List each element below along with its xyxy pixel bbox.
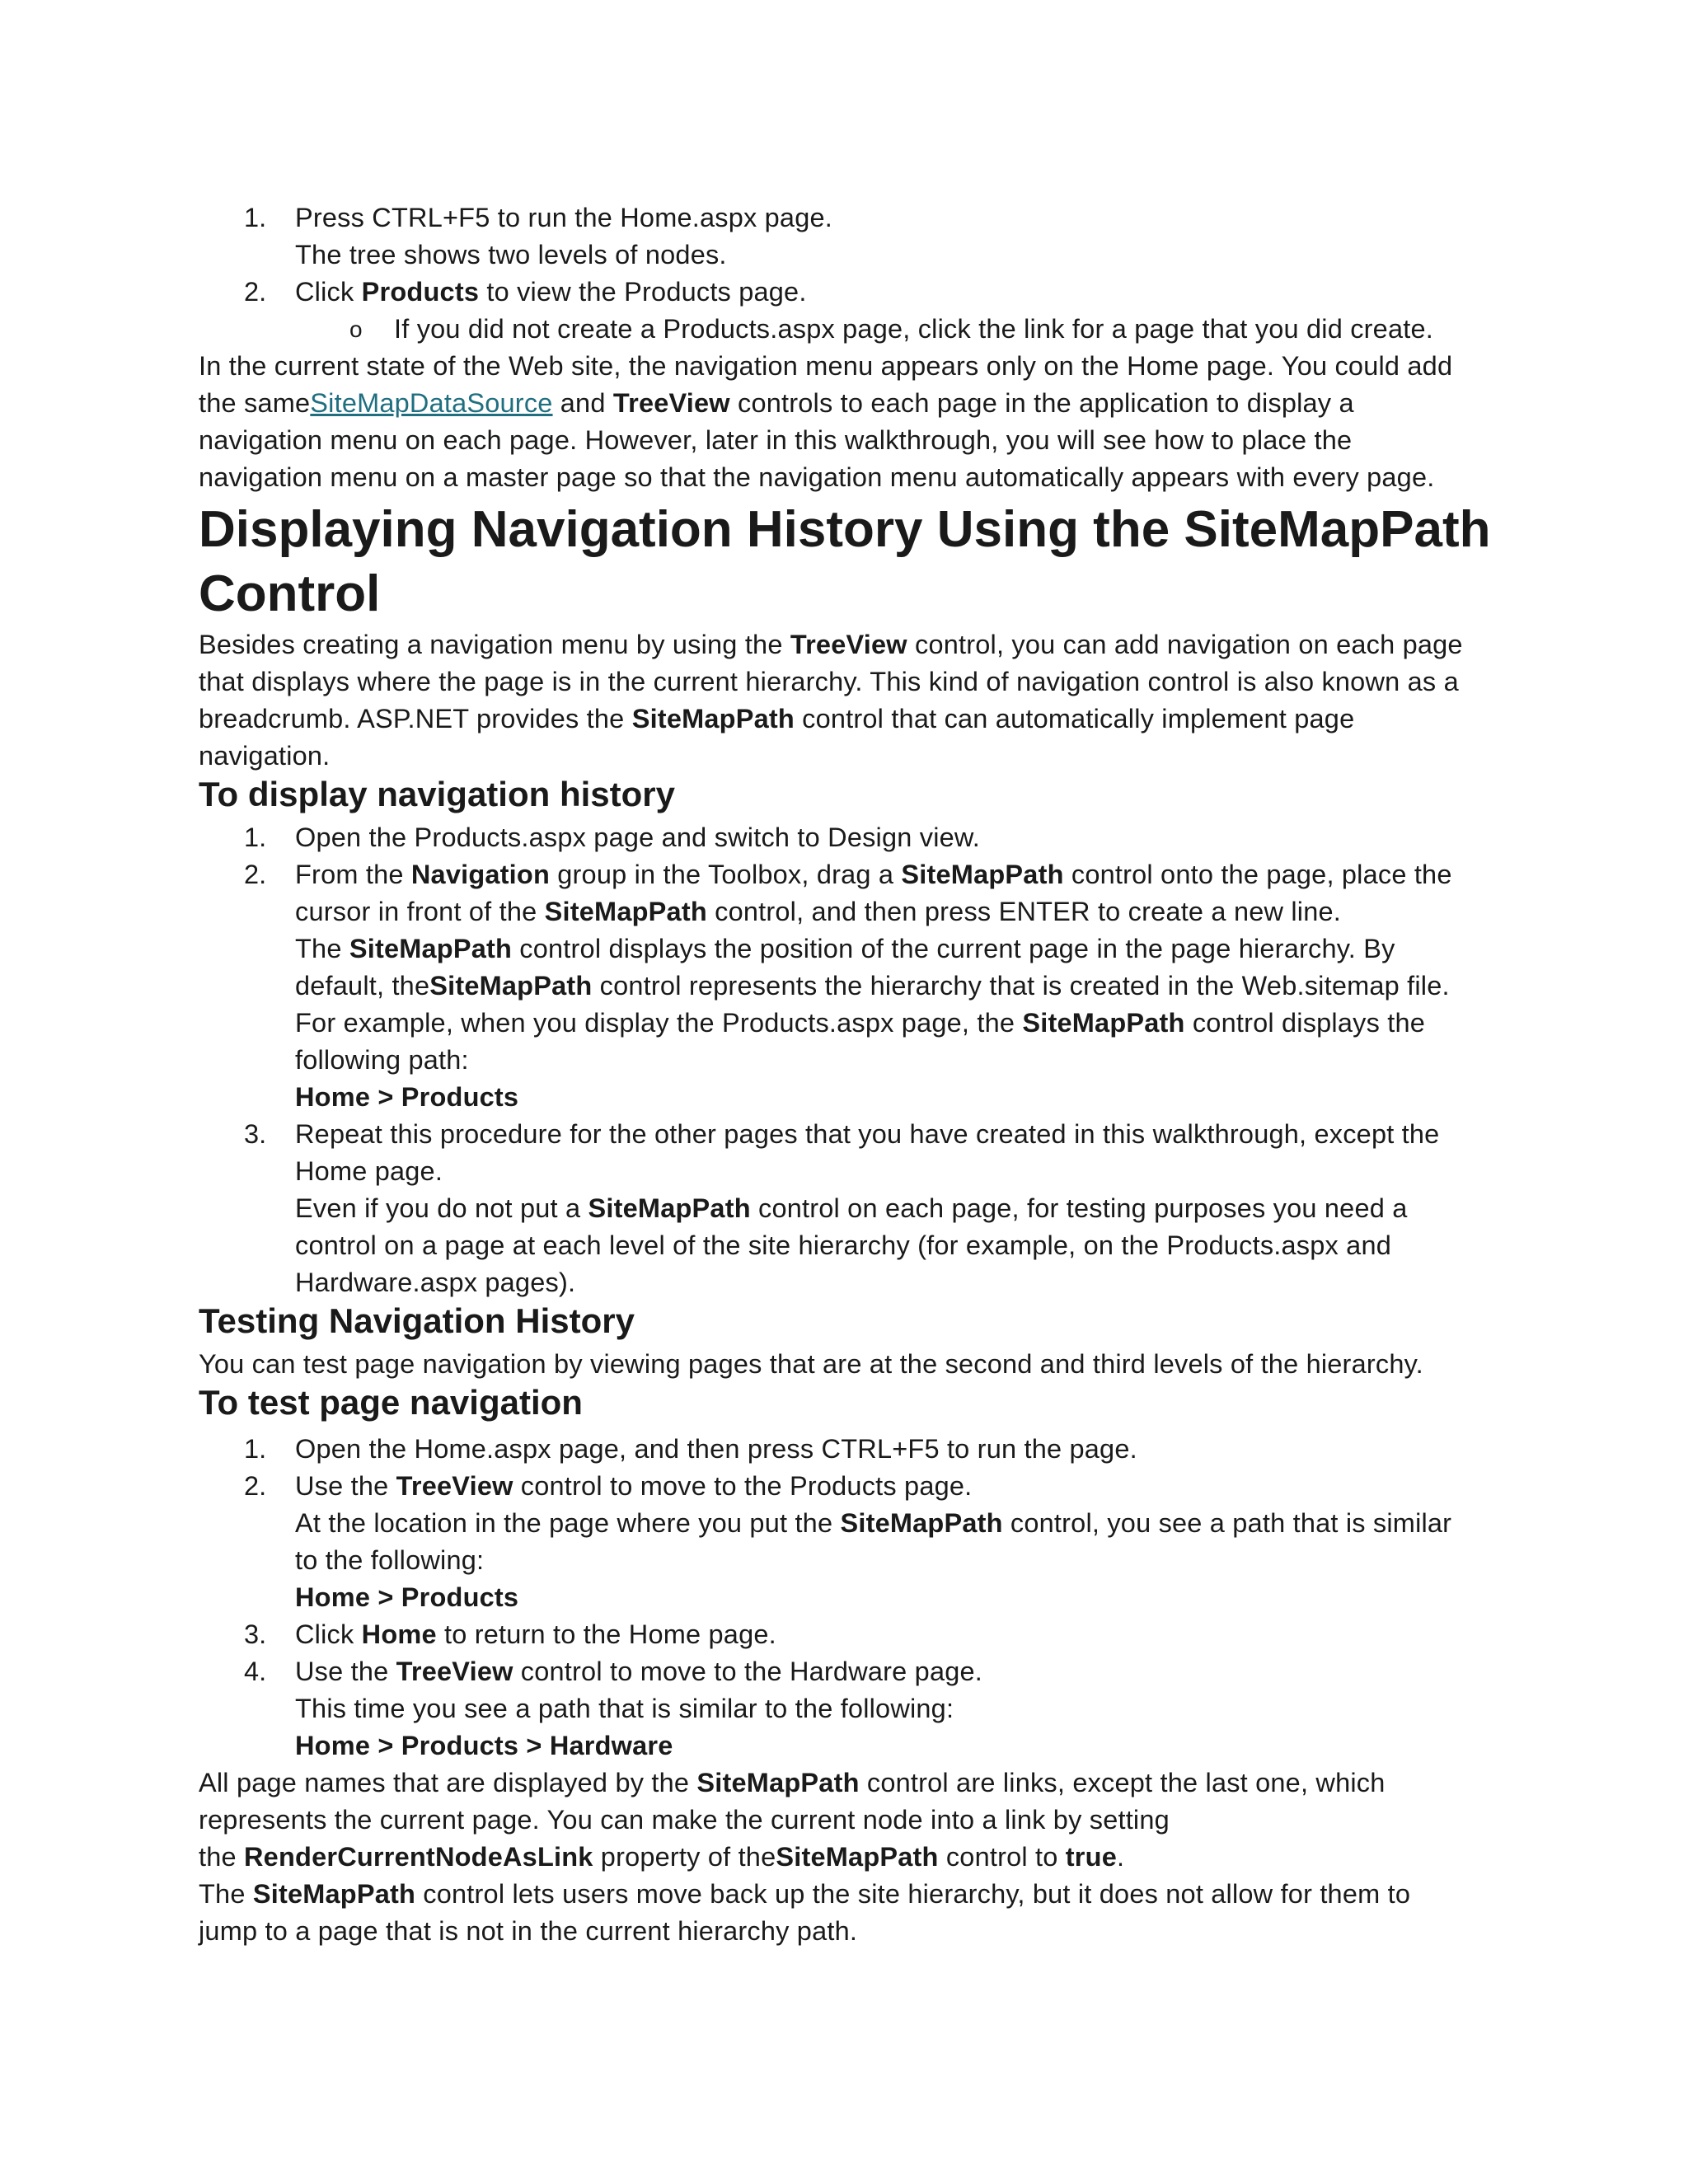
list-item: Click Products to view the Products page. [295,277,807,307]
main-heading-cont: Control [199,565,381,622]
list-item-line: Hardware.aspx pages). [295,1268,576,1297]
breadcrumb-path: Home > Products > Hardware [295,1731,673,1760]
main-heading: Displaying Navigation History Using the SiteMapPath [199,501,1491,558]
sub-list-item: If you did not create a Products.aspx page, click the link for a page that you did create. [394,314,1433,344]
list-item-line: Even if you do not put a SiteMapPath control on each page, for testing purposes you need a [295,1193,1408,1223]
sitemapdatasource-link[interactable]: SiteMapDataSource [310,388,553,418]
paragraph-line: navigation menu on a master page so that the navigation menu automatically appears with every page. [199,462,1435,492]
list-number: 4. [244,1657,267,1686]
paragraph-line: All page names that are displayed by the SiteMapPath control are links, except the last one, which [199,1768,1386,1797]
list-item-line: cursor in front of the SiteMapPath control, and then press ENTER to create a new line. [295,897,1342,926]
list-item: From the Navigation group in the Toolbox, drag a SiteMapPath control onto the page, place the [295,860,1452,889]
list-item: Use the TreeView control to move to the Products page. [295,1471,973,1501]
list-item-note: The tree shows two levels of nodes. [295,240,727,269]
list-item: Use the TreeView control to move to the Hardware page. [295,1657,983,1686]
paragraph-line: navigation menu on each page. However, later in this walkthrough, you will see how to place the [199,425,1353,455]
paragraph-line: The SiteMapPath control lets users move back up the site hierarchy, but it does not allow for them to [199,1879,1411,1909]
list-item-line: At the location in the page where you put the SiteMapPath control, you see a path that is similar [295,1508,1452,1538]
section-heading: To test page navigation [199,1383,583,1422]
list-item-line: to the following: [295,1545,485,1575]
paragraph-line: navigation. [199,741,331,771]
list-number: 1. [244,203,267,232]
list-item-line: default, theSiteMapPath control represents the hierarchy that is created in the Web.sitemap file. [295,971,1450,1001]
breadcrumb-path: Home > Products [295,1082,519,1112]
paragraph-line: In the current state of the Web site, the navigation menu appears only on the Home page. You could add [199,351,1453,381]
list-item: Open the Products.aspx page and switch to Design view. [295,823,980,852]
list-item-line: following path: [295,1045,469,1075]
bullet-marker: o [349,316,363,342]
breadcrumb-path: Home > Products [295,1582,519,1612]
list-item-line: This time you see a path that is similar to the following: [295,1694,954,1723]
list-item: Open the Home.aspx page, and then press CTRL+F5 to run the page. [295,1434,1137,1464]
paragraph-line: that displays where the page is in the current hierarchy. This kind of navigation control is also known as a [199,667,1459,696]
list-item-line: control on a page at each level of the site hierarchy (for example, on the Products.aspx and [295,1230,1391,1260]
list-number: 3. [244,1619,267,1649]
section-heading: Testing Navigation History [199,1301,635,1340]
paragraph-line: represents the current page. You can make the current node into a link by setting [199,1805,1170,1835]
list-item-line: The SiteMapPath control displays the position of the current page in the page hierarchy. By [295,934,1395,963]
list-item-line: Home page. [295,1156,443,1186]
list-number: 2. [244,1471,267,1501]
list-number: 1. [244,1434,267,1464]
list-number: 3. [244,1119,267,1149]
list-number: 1. [244,823,267,852]
paragraph-line: Besides creating a navigation menu by using the TreeView control, you can add navigation on each page [199,630,1463,659]
section-heading: To display navigation history [199,775,675,813]
paragraph-line: jump to a page that is not in the current hierarchy path. [199,1916,858,1946]
paragraph-line: the sameSiteMapDataSource and TreeView controls to each page in the application to display a [199,388,1354,418]
list-number: 2. [244,277,267,307]
list-item: Press CTRL+F5 to run the Home.aspx page. [295,203,832,232]
paragraph-line: the RenderCurrentNodeAsLink property of theSiteMapPath control to true. [199,1842,1125,1872]
list-item: Click Home to return to the Home page. [295,1619,776,1649]
list-item-line: For example, when you display the Products.aspx page, the SiteMapPath control displays the [295,1008,1426,1038]
paragraph-line: You can test page navigation by viewing pages that are at the second and third levels of the hierarchy. [199,1349,1423,1379]
list-number: 2. [244,860,267,889]
list-item: Repeat this procedure for the other pages that you have created in this walkthrough, except the [295,1119,1440,1149]
paragraph-line: breadcrumb. ASP.NET provides the SiteMapPath control that can automatically implement page [199,704,1355,733]
